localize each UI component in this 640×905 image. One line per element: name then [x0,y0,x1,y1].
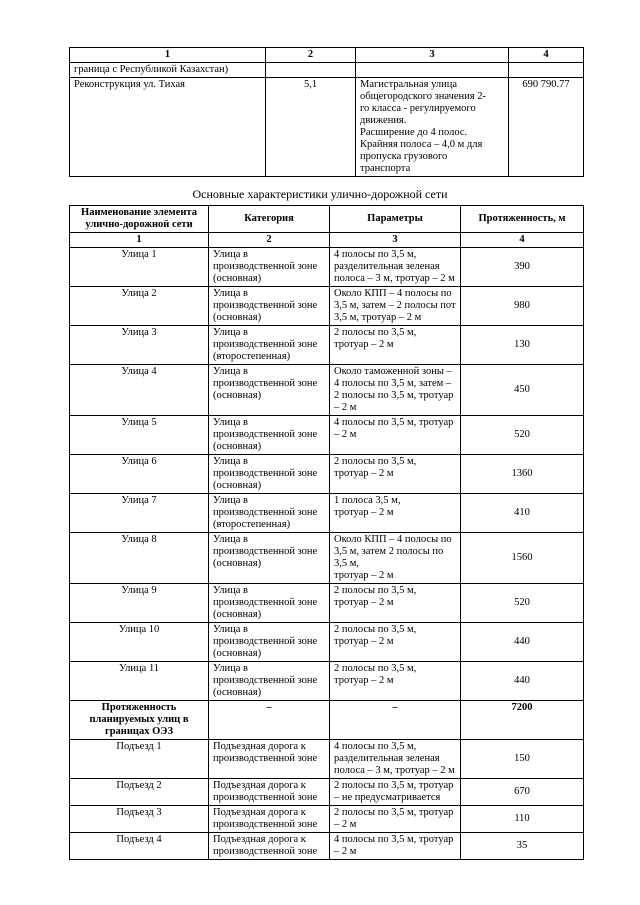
cell-category-line: производственной зоне [213,429,318,440]
top-header-cell: 4 [509,48,584,63]
cell-params-line: 2 полосы по 3,5 м, тротуар [334,780,454,791]
cell-category-line: Улица в [213,534,248,545]
cell-category-line: (основная) [213,558,262,569]
cell-name: Улица 8 [70,533,209,584]
cell-length: 150 [461,740,584,779]
cell-name: Улица 10 [70,623,209,662]
cell-params-line: 2 полосы по 3,5 м, [334,327,417,338]
cell-category [209,779,330,806]
cell-category [209,416,330,455]
column-number-row [70,233,584,248]
cell-category-line: Подъездная дорога к [213,834,306,845]
cell-category-line: производственной зоне [213,546,318,557]
cell-params-line: 1 полоса 3,5 м, [334,495,401,506]
cell-params-line: 3,5 м, тротуар – 2 м [334,312,422,323]
header-name-line: улично-дорожной сети [85,219,193,230]
cell-category [209,455,330,494]
cell-params-line: Около КПП – 4 полосы по [334,288,452,299]
cell-category [209,584,330,623]
cell-name: Подъезд 4 [70,833,209,860]
cell-category-line: производственной зоне [213,846,318,857]
cell-category [209,494,330,533]
table-row [70,248,584,287]
cell-category-line: Улица в [213,585,248,596]
cell-category-line: (основная) [213,480,262,491]
total-name-line: границах ОЭЗ [104,726,174,737]
cell-params-line: 2 полосы по 3,5 м, [334,585,417,596]
access-road-row [70,833,584,860]
cell-length: 390 [461,248,584,287]
cell-name: Улица 2 [70,287,209,326]
cell-length: 440 [461,662,584,701]
table-row [70,455,584,494]
cell-name: Улица 1 [70,248,209,287]
cell-category-line: производственной зоне [213,597,318,608]
cell-params [330,806,461,833]
cell-params [330,623,461,662]
cell-length: 520 [461,416,584,455]
cell-category [209,740,330,779]
cell-params-line: 4 полосы по 3,5 м, тротуар [334,834,454,845]
cell-length: 450 [461,365,584,416]
cell-name: Улица 3 [70,326,209,365]
column-number: 4 [461,233,584,248]
cell-category-line: (основная) [213,441,262,452]
cell-category-line: производственной зоне [213,300,318,311]
cell-category-line: производственной зоне [213,468,318,479]
cell-params-line: 3,5 м, затем 2 полосы по [334,546,444,557]
cell-params-line: тротуар – 2 м [334,570,394,581]
road-network-table-head [70,206,584,233]
header-category: Категория [209,206,330,233]
cell-params-line: тротуар – 2 м [334,675,394,686]
cell-name: Улица 5 [70,416,209,455]
cell-name: Подъезд 1 [70,740,209,779]
access-road-row [70,779,584,806]
cell-category-line: Улица в [213,327,248,338]
top-header-cell: 1 [70,48,266,63]
cell-length: 670 [461,779,584,806]
cell-category-line: Улица в [213,624,248,635]
top-cell-description [356,63,509,78]
cell-name: Улица 6 [70,455,209,494]
cell-category-line: Подъездная дорога к [213,807,306,818]
column-number: 3 [330,233,461,248]
cell-params-line: разделительная зеленая [334,753,440,764]
cell-length: 440 [461,623,584,662]
top-cell-description-line: общегородского значения 2- [360,91,486,102]
cell-category-line: Улица в [213,249,248,260]
cell-name: Подъезд 3 [70,806,209,833]
top-cell-name: граница с Республикой Казахстан) [70,63,266,78]
table-row [70,416,584,455]
cell-category-line: (основная) [213,390,262,401]
cell-params-line: разделительная зеленая [334,261,440,272]
top-cell-description-line: пропуска грузового [360,151,448,162]
access-road-row [70,740,584,779]
cell-params [330,494,461,533]
cell-category [209,833,330,860]
cell-params [330,833,461,860]
table-row [70,78,584,177]
total-name-line: Протяженность [101,702,177,713]
cell-length: 35 [461,833,584,860]
cell-category-line: Подъездная дорога к [213,780,306,791]
cell-params [330,533,461,584]
access-road-row [70,806,584,833]
top-cell-name: Реконструкция ул. Тихая [70,78,266,177]
top-cell-description-line: транспорта [360,163,411,174]
cell-params-line: 2 полосы по 3,5 м, тротуар [334,390,454,401]
top-header-cell: 3 [356,48,509,63]
top-cell-description-line: го класса - регулируемого [360,103,476,114]
header-name-line: Наименование элемента [81,207,197,218]
cell-params-line: тротуар – 2 м [334,636,394,647]
cell-params-line: – не предусматривается [334,792,441,803]
cell-category-line: производственной зоне [213,378,318,389]
cell-params-line: – 2 м [334,429,357,440]
cell-params [330,248,461,287]
cell-category-line: (второстепенная) [213,519,291,530]
cell-params-line: тротуар – 2 м [334,339,394,350]
total-name-line: планируемых улиц в [89,714,189,725]
column-number: 1 [70,233,209,248]
cell-category [209,662,330,701]
section-title: Основные характеристики улично-дорожной сети [192,187,448,201]
cell-category-line: Улица в [213,663,248,674]
header-name [70,206,209,233]
table-row [70,326,584,365]
cell-params-line: Около таможенной зоны – [334,366,452,377]
top-cell-value: 5,1 [266,78,356,177]
table-row [70,662,584,701]
cell-category-line: (основная) [213,687,262,698]
cell-params-line: полоса – 3 м, тротуар – 2 м [334,273,455,284]
road-network-table-body [70,233,584,860]
cell-params-line: 3,5 м, [334,558,360,569]
cell-params [330,662,461,701]
cell-category-line: производственной зоне [213,636,318,647]
cell-category [209,365,330,416]
cell-params [330,584,461,623]
cell-category-line: Подъездная дорога к [213,741,306,752]
cell-name: Улица 11 [70,662,209,701]
cell-params [330,365,461,416]
cell-params-line: – 2 м [334,402,357,413]
cell-params [330,416,461,455]
cell-length: 130 [461,326,584,365]
cell-params-line: полоса – 3 м, тротуар – 2 м [334,765,455,776]
top-cell-description-line: Крайняя полоса – 4,0 м для [360,139,483,150]
cell-params-line: 3,5 м, затем – 2 полосы пот [334,300,456,311]
top-cell-description-line: Расширение до 4 полос. [360,127,468,138]
cell-params [330,779,461,806]
table-row [70,365,584,416]
cell-params [330,740,461,779]
top-cell-value [266,63,356,78]
table-row [70,584,584,623]
cell-length: 410 [461,494,584,533]
top-table-header-row [70,48,584,63]
cell-params-line: 4 полосы по 3,5 м, [334,249,417,260]
cell-category-line: Улица в [213,417,248,428]
top-cell-description [356,78,509,177]
cell-length: 1360 [461,455,584,494]
cell-length: 110 [461,806,584,833]
cell-params [330,326,461,365]
cell-category-line: Улица в [213,456,248,467]
cell-params-line: 4 полосы по 3,5 м, затем – [334,378,452,389]
cell-category-line: (второстепенная) [213,351,291,362]
cell-params [330,287,461,326]
cell-category-line: Улица в [213,366,248,377]
cell-name: Улица 7 [70,494,209,533]
cell-category-line: производственной зоне [213,753,318,764]
road-network-table [69,205,584,860]
top-cell-description-line: Магистральная улица [360,79,457,90]
cell-category [209,248,330,287]
cell-params-line: – 2 м [334,846,357,857]
cell-name: Улица 9 [70,584,209,623]
cell-category-line: Улица в [213,288,248,299]
cell-category-line: (основная) [213,312,262,323]
top-table-body [70,48,584,177]
cell-name: Улица 4 [70,365,209,416]
cell-category-line: производственной зоне [213,507,318,518]
cell-category [209,623,330,662]
cell-category [209,326,330,365]
table-row [70,287,584,326]
cell-category [209,533,330,584]
table-row [70,623,584,662]
cell-name: Подъезд 2 [70,779,209,806]
top-table [69,47,584,177]
cell-category [209,287,330,326]
cell-params-line: Около КПП – 4 полосы по [334,534,452,545]
cell-params-line: 2 полосы по 3,5 м, [334,663,417,674]
cell-params-line: 2 полосы по 3,5 м, [334,456,417,467]
cell-category-line: (основная) [213,609,262,620]
top-cell-cost: 690 790.77 [509,78,584,177]
top-cell-description-line: движения. [360,115,407,126]
cell-params-line: 4 полосы по 3,5 м, [334,741,417,752]
total-name [70,701,209,740]
top-cell-cost [509,63,584,78]
cell-category-line: производственной зоне [213,819,318,830]
cell-params-line: тротуар – 2 м [334,597,394,608]
cell-params-line: 4 полосы по 3,5 м, тротуар [334,417,454,428]
cell-category [209,806,330,833]
cell-params-line: тротуар – 2 м [334,507,394,518]
total-category: – [209,701,330,740]
cell-category-line: производственной зоне [213,261,318,272]
total-params: – [330,701,461,740]
column-number: 2 [209,233,330,248]
table-row [70,494,584,533]
cell-length: 520 [461,584,584,623]
cell-params-line: 2 полосы по 3,5 м, [334,624,417,635]
cell-category-line: (основная) [213,273,262,284]
table-row [70,533,584,584]
cell-length: 980 [461,287,584,326]
cell-params-line: тротуар – 2 м [334,468,394,479]
cell-category-line: производственной зоне [213,675,318,686]
cell-category-line: Улица в [213,495,248,506]
cell-length: 1560 [461,533,584,584]
cell-params-line: 2 полосы по 3,5 м, тротуар [334,807,454,818]
cell-params-line: – 2 м [334,819,357,830]
cell-category-line: (основная) [213,648,262,659]
total-length: 7200 [461,701,584,740]
table-row [70,63,584,78]
total-row [70,701,584,740]
header-params: Параметры [330,206,461,233]
cell-category-line: производственной зоне [213,339,318,350]
cell-params [330,455,461,494]
header-length: Протяженность, м [461,206,584,233]
cell-category-line: производственной зоне [213,792,318,803]
top-header-cell: 2 [266,48,356,63]
